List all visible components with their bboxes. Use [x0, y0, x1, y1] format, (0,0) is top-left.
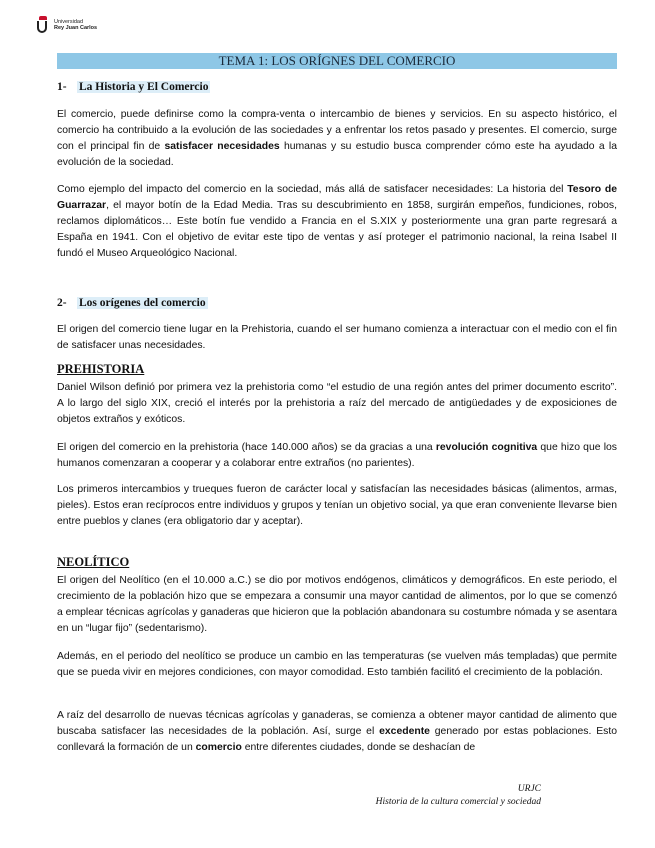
footer-course: Historia de la cultura comercial y sociedad	[375, 797, 541, 807]
university-name: Universidad Rey Juan Carlos	[54, 18, 98, 31]
prehistoria-paragraph-2: El origen del comercio en la prehistoria (hace 140.000 años) se da gracias a una revolución cognitiva que hizo que los humanos comenzaran a cooperar y a colaborar entre extraños (no parientes).	[57, 442, 617, 469]
prehistoria-heading: PREHISTORIA	[57, 362, 145, 376]
section-2-heading: 2- Los orígenes del comercio	[57, 297, 206, 309]
footer-institution: URJC	[517, 784, 541, 794]
section-2-intro: El origen del comercio tiene lugar en la Prehistoria, cuando el ser humano comienza a interactuar con el medio con el fin de satisfacer unas necesidades.	[57, 324, 617, 351]
prehistoria-paragraph-3: Los primeros intercambios y trueques fueron de carácter local y satisfacían las necesidades básicas (alimentos, armas, pieles). Estos eran recíprocos entre individuos y grupos y tenían un objetivo social, ya que eran conveniente llevarse bien entre pueblos y clanes (era obligatorio dar y aceptar).	[57, 484, 617, 527]
neolitico-heading: NEOLÍTICO	[57, 555, 130, 569]
section-1-paragraph-1: El comercio, puede definirse como la compra-venta o intercambio de bienes y servicios. En su aspecto histórico, el comercio ha contribuido a la evolución de las sociedades y a enfrentar los retos pasado y presentes. El comercio, surge con el principal fin de satisfacer necesidades humanas y su estudio busca comprender cómo este ha ayudado a la evolución de la sociedad.	[57, 109, 617, 168]
prehistoria-paragraph-1: Daniel Wilson definió por primera vez la prehistoria como “el estudio de una región antes del primer documento escrito”. A lo largo del siglo XIX, creció el interés por la prehistoria a raíz del mercado de antigüedades y de exposiciones de objetos extraños y exóticos.	[57, 382, 617, 425]
crest-icon	[37, 16, 49, 34]
neolitico-paragraph-3: A raíz del desarrollo de nuevas técnicas agrícolas y ganaderas, se comienza a obtener mayor cantidad de alimento que buscaba satisfacer las necesidades de la población. Así, surge el excedente generado por estas poblaciones. Esto conllevará la formación de un comercio entre diferentes ciudades, donde se deshacían de	[57, 710, 617, 753]
neolitico-paragraph-1: El origen del Neolítico (en el 10.000 a.C.) se dio por motivos endógenos, climáticos y demográficos. En este periodo, el crecimiento de la población hizo que se empezara a consumir una mayor cantidad de alimentos, por lo que se comenzó a emplear técnicas agrícolas y ganaderas que hicieron que la población abandonara su costumbre nómada y se asentara en un “lugar fijo” (sedentarismo).	[57, 575, 617, 634]
section-1-paragraph-2: Como ejemplo del impacto del comercio en la sociedad, más allá de satisfacer necesidades: La historia del Tesoro de Guarrazar, el mayor botín de la Edad Media. Tras su descubrimiento en 1858, surgirán empeños, fundiciones, robos, reclamos diplomáticos… Este botín fue vendido a Francia en el S.XIX y posteriormente una gran parte regresará a España en 1941. Con el objetivo de evitar este tipo de ventas y así proteger el patrimonio nacional, la reina Isabel II fundó el Museo Arqueológico Nacional.	[57, 184, 617, 259]
document-title: TEMA 1: LOS ORÍGNES DEL COMERCIO	[57, 53, 617, 69]
section-1-heading: 1- La Historia y El Comercio	[57, 81, 209, 93]
university-logo	[37, 16, 97, 34]
neolitico-paragraph-2: Además, en el periodo del neolítico se produce un cambio en las temperaturas (se vuelven más templadas) que permite que se pueda vivir en mejores condiciones, con mayor comodidad. Esto también facilitó el crecimiento de la población.	[57, 651, 617, 678]
